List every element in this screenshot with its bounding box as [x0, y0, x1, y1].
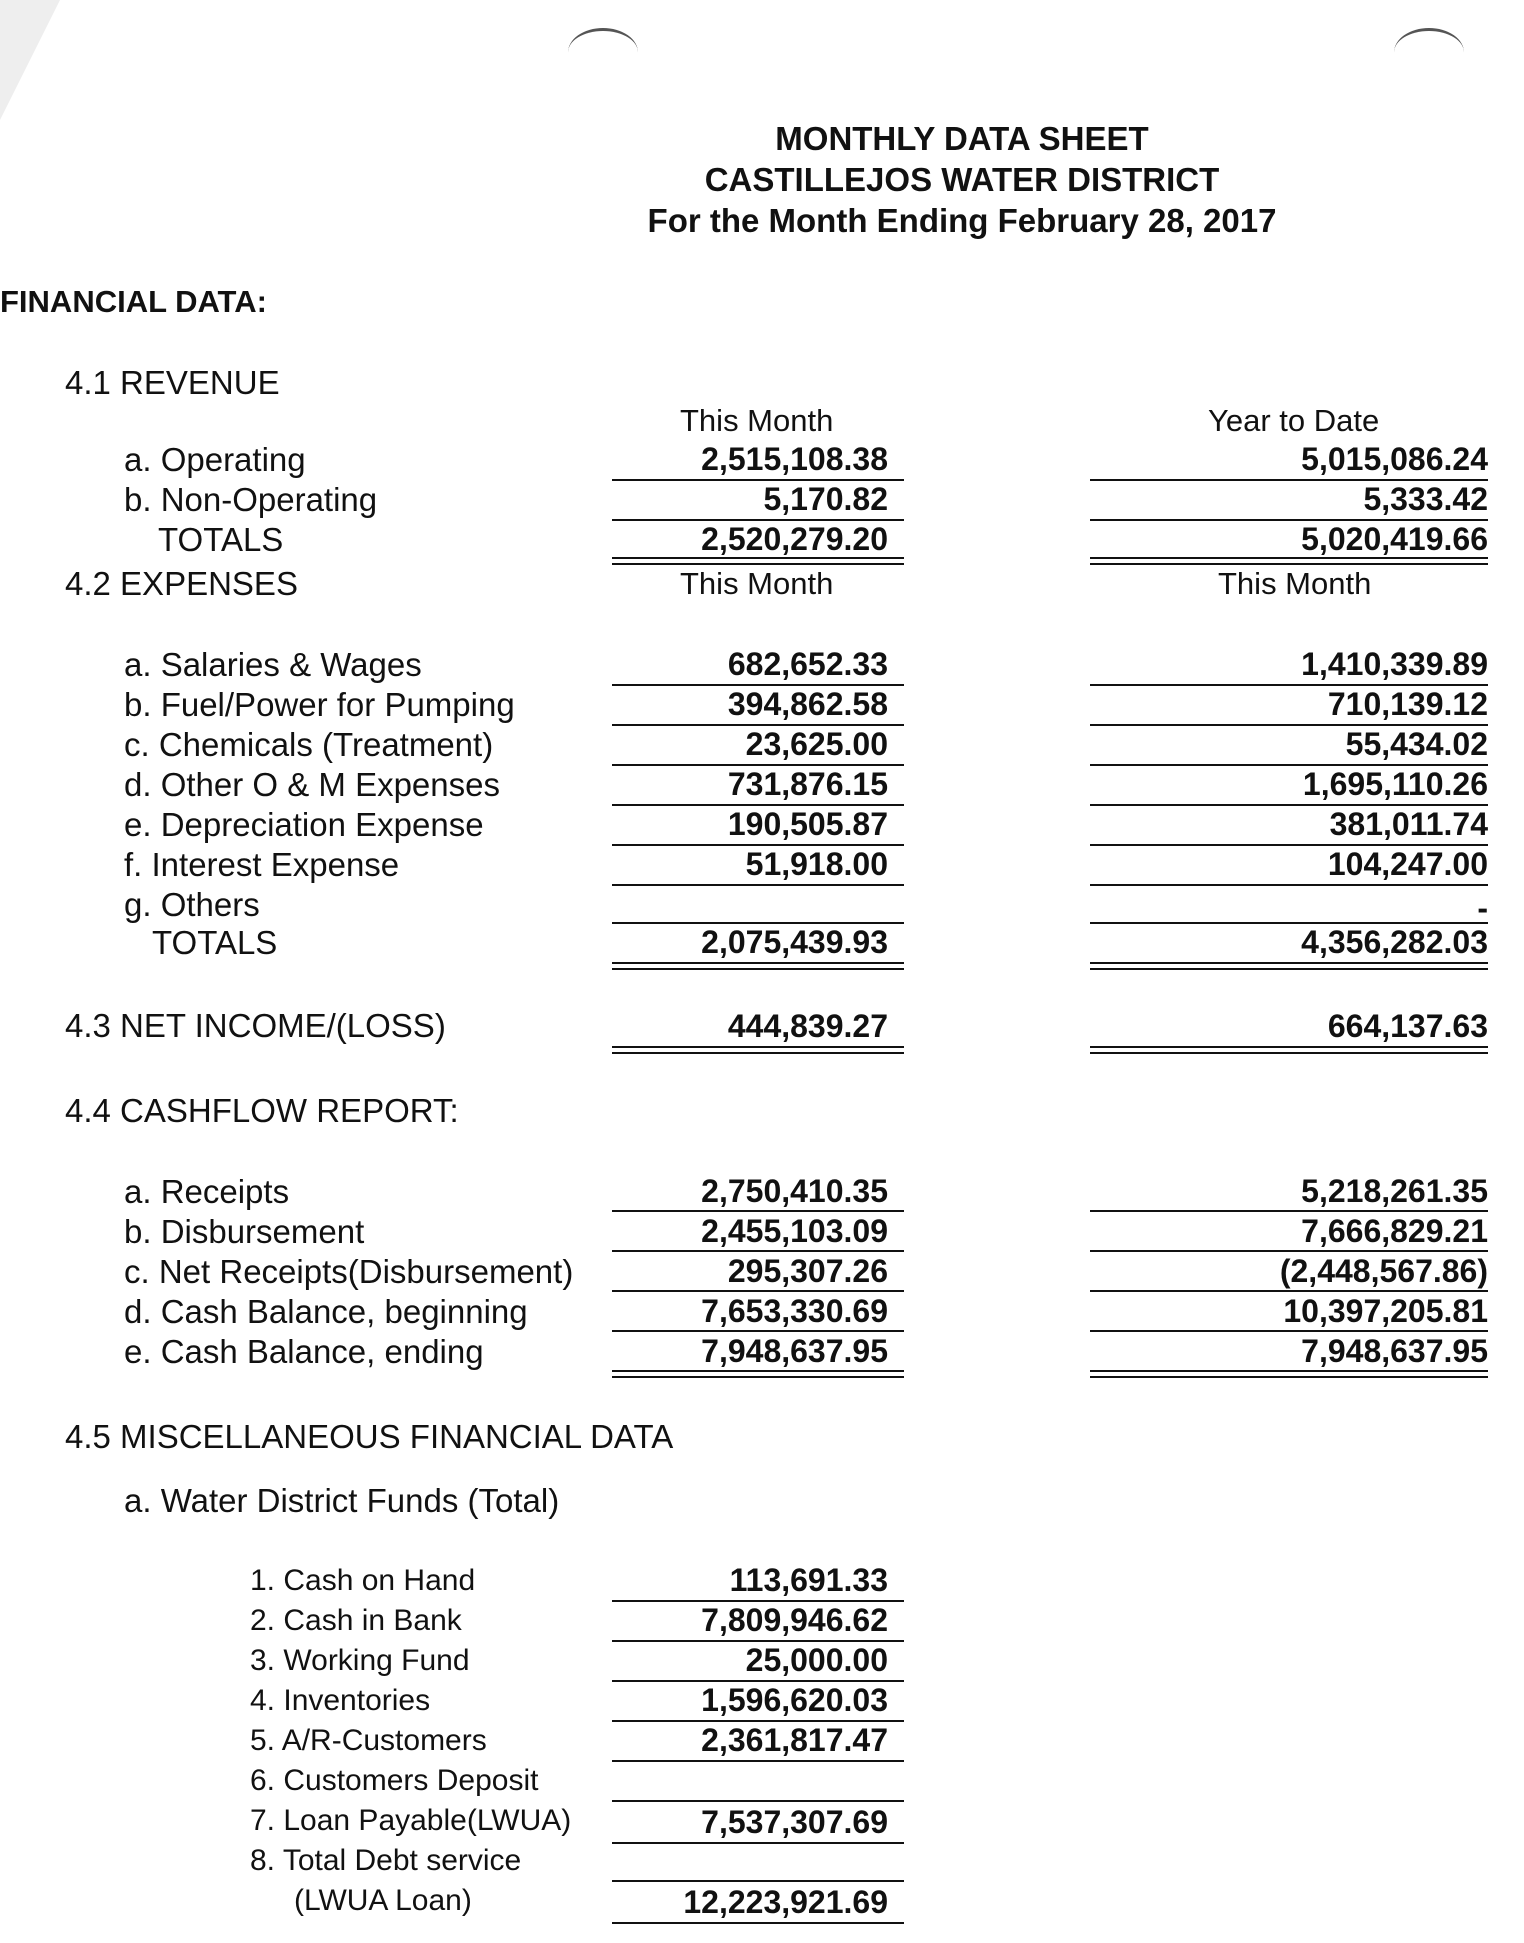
revenue-row-month: 5,170.82	[763, 481, 888, 517]
misc-row-label: 2. Cash in Bank	[250, 1604, 462, 1637]
expense-totals-ytd: 4,356,282.03	[1301, 924, 1488, 960]
rule	[612, 1922, 904, 1924]
cashflow-row-month: 7,948,637.95	[701, 1333, 888, 1369]
misc-row-value: 25,000.00	[745, 1642, 888, 1678]
misc-row-label: 7. Loan Payable(LWUA)	[250, 1804, 572, 1837]
double-rule	[1090, 557, 1488, 565]
cashflow-row-ytd: 5,218,261.35	[1301, 1173, 1488, 1209]
misc-title: 4.5 MISCELLANEOUS FINANCIAL DATA	[65, 1418, 674, 1455]
revenue-row-month: 2,515,108.38	[701, 441, 888, 477]
expense-row-month: 51,918.00	[745, 846, 888, 882]
expense-row-ytd: 710,139.12	[1327, 686, 1488, 722]
cashflow-row-label: a. Receipts	[124, 1173, 290, 1210]
cashflow-row-month: 295,307.26	[727, 1253, 888, 1289]
rule	[1090, 1210, 1488, 1212]
rule	[1090, 1290, 1488, 1292]
misc-row-value: 12,223,921.69	[683, 1884, 888, 1920]
expenses-col-this-month-2: This Month	[1218, 566, 1372, 601]
expense-row-ytd: 104,247.00	[1327, 846, 1488, 882]
expense-row-ytd: 381,011.74	[1329, 806, 1488, 842]
sheet-title: MONTHLY DATA SHEET	[775, 120, 1149, 157]
revenue-totals-label: TOTALS	[158, 521, 284, 558]
period-line: For the Month Ending February 28, 2017	[647, 202, 1277, 239]
misc-row-value: 7,809,946.62	[701, 1602, 888, 1638]
cashflow-row-label: d. Cash Balance, beginning	[124, 1293, 528, 1330]
expense-row-label: g. Others	[124, 886, 260, 923]
net-income-label: 4.3 NET INCOME/(LOSS)	[65, 1007, 446, 1044]
section-title: FINANCIAL DATA:	[0, 284, 267, 319]
revenue-totals-month: 2,520,279.20	[701, 521, 888, 557]
misc-row-value: 113,691.33	[729, 1562, 888, 1598]
net-income-ytd: 664,137.63	[1327, 1008, 1488, 1044]
revenue-totals-ytd: 5,020,419.66	[1301, 521, 1488, 557]
expense-row-label: f. Interest Expense	[124, 846, 400, 883]
expense-row-month: 394,862.58	[727, 686, 888, 722]
cashflow-row-ytd: 7,948,637.95	[1301, 1333, 1488, 1369]
rule	[612, 1800, 904, 1802]
misc-row-value: 1,596,620.03	[701, 1682, 888, 1718]
rule	[612, 1250, 904, 1252]
cashflow-row-label: e. Cash Balance, ending	[124, 1333, 484, 1370]
cashflow-row-label: c. Net Receipts(Disbursement)	[124, 1253, 574, 1290]
revenue-row-label: a. Operating	[124, 441, 306, 478]
misc-row-label: 5. A/R-Customers	[250, 1724, 487, 1757]
double-rule	[1090, 1046, 1488, 1054]
rule	[612, 1330, 904, 1332]
expense-row-ytd: 1,695,110.26	[1302, 766, 1488, 802]
misc-subtitle: a. Water District Funds (Total)	[124, 1482, 560, 1519]
misc-row-label: 4. Inventories	[250, 1684, 431, 1717]
district-name: CASTILLEJOS WATER DISTRICT	[704, 161, 1220, 198]
rule	[1090, 884, 1488, 886]
expense-row-ytd: -	[1477, 890, 1488, 926]
rule	[612, 1290, 904, 1292]
cashflow-row-label: b. Disbursement	[124, 1213, 365, 1250]
punch-hole-left	[568, 28, 638, 77]
revenue-col-year-to-date: Year to Date	[1208, 403, 1380, 438]
folded-corner-shadow	[0, 0, 60, 120]
double-rule	[612, 1046, 904, 1054]
expense-row-label: b. Fuel/Power for Pumping	[124, 686, 515, 723]
cashflow-title: 4.4 CASHFLOW REPORT:	[65, 1092, 459, 1129]
expense-row-month: 682,652.33	[727, 646, 888, 682]
misc-row-value: 7,537,307.69	[701, 1804, 888, 1840]
rule	[612, 884, 904, 886]
cashflow-row-month: 2,750,410.35	[701, 1173, 888, 1209]
cashflow-row-ytd: (2,448,567.86)	[1279, 1253, 1488, 1289]
rule	[612, 1880, 904, 1882]
revenue-row-ytd: 5,333.42	[1363, 481, 1488, 517]
net-income-month: 444,839.27	[727, 1008, 888, 1044]
expense-row-month: 23,625.00	[745, 726, 888, 762]
cashflow-row-month: 7,653,330.69	[701, 1293, 888, 1329]
misc-row-value: 2,361,817.47	[701, 1722, 888, 1758]
double-rule	[612, 557, 904, 565]
double-rule	[612, 962, 904, 970]
revenue-row-ytd: 5,015,086.24	[1301, 441, 1488, 477]
expense-row-label: c. Chemicals (Treatment)	[124, 726, 494, 763]
expense-row-month: 731,876.15	[727, 766, 888, 802]
cashflow-row-ytd: 10,397,205.81	[1283, 1293, 1488, 1329]
expense-row-ytd: 1,410,339.89	[1301, 646, 1488, 682]
expense-row-label: a. Salaries & Wages	[124, 646, 422, 683]
rule	[612, 1760, 904, 1762]
cashflow-row-ytd: 7,666,829.21	[1301, 1213, 1488, 1249]
expense-row-label: d. Other O & M Expenses	[124, 766, 500, 803]
double-rule	[612, 1370, 904, 1378]
misc-row-label: 3. Working Fund	[250, 1644, 470, 1677]
expense-row-label: e. Depreciation Expense	[124, 806, 484, 843]
expense-row-month: 190,505.87	[727, 806, 888, 842]
expense-row-ytd: 55,434.02	[1345, 726, 1488, 762]
misc-row-label: 1. Cash on Hand	[250, 1564, 476, 1597]
expenses-col-this-month: This Month	[680, 566, 834, 601]
rule	[612, 1210, 904, 1212]
revenue-title: 4.1 REVENUE	[65, 364, 280, 401]
expenses-title: 4.2 EXPENSES	[65, 565, 298, 602]
double-rule	[1090, 962, 1488, 970]
misc-row-label: 6. Customers Deposit	[250, 1764, 539, 1797]
double-rule	[1090, 1370, 1488, 1378]
expense-totals-month: 2,075,439.93	[701, 924, 888, 960]
rule	[612, 1842, 904, 1844]
misc-row-label: 8. Total Debt service	[250, 1844, 522, 1877]
expense-totals-label: TOTALS	[152, 924, 278, 961]
punch-hole-right	[1394, 28, 1464, 77]
misc-row-label: (LWUA Loan)	[294, 1884, 472, 1917]
rule	[1090, 1330, 1488, 1332]
cashflow-row-month: 2,455,103.09	[701, 1213, 888, 1249]
revenue-col-this-month: This Month	[680, 403, 834, 438]
rule	[1090, 1250, 1488, 1252]
revenue-row-label: b. Non-Operating	[124, 481, 378, 518]
